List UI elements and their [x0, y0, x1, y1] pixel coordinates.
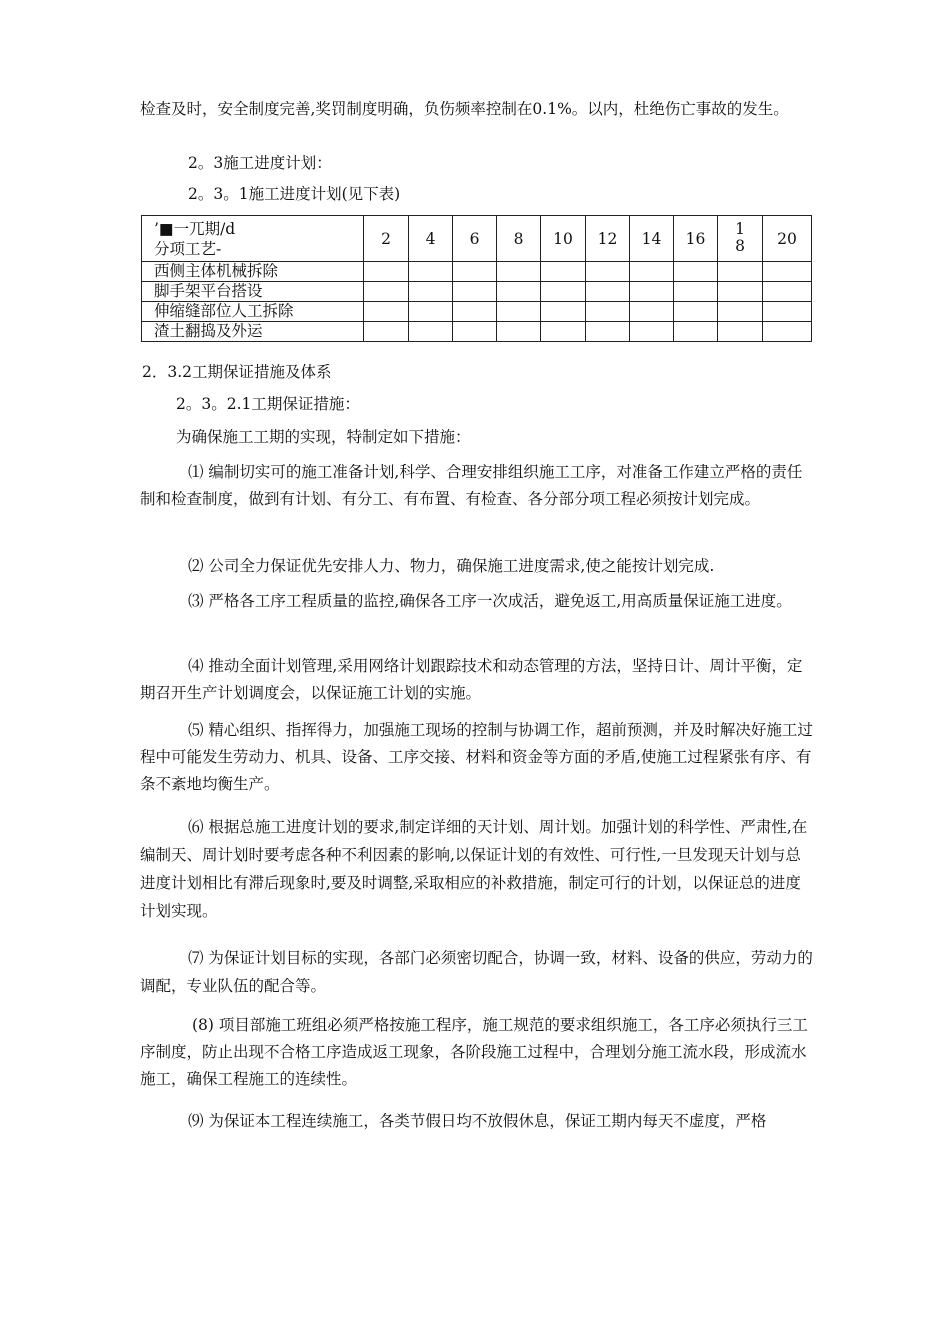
- measure-2: ⑵ 公司全力保证优先安排人力、物力，确保施工进度需求,使之能按计划完成.: [188, 557, 715, 575]
- day-header: 4: [409, 216, 453, 262]
- day-18-second: 8: [735, 237, 745, 255]
- row-label: 渣土翻捣及外运: [142, 322, 364, 342]
- measure-4: ⑷ 推动全面计划管理,采用网络计划跟踪技术和动态管理的方法，坚持日计、周计平衡，定期召开生产计划调度会，以保证施工计划的实施。: [140, 657, 803, 702]
- table-row: [142, 302, 812, 322]
- measure-3: ⑶ 严格各工序工程质量的监控,确保各工序一次成活，避免返工,用高质量保证施工进度。: [188, 592, 792, 610]
- paragraph-intro: 为确保施工工期的实现，特制定如下措施：: [176, 428, 471, 446]
- corner-label-period: ’■一兀期/d: [154, 219, 236, 238]
- day-18-first: 1: [735, 220, 745, 238]
- row-label: 西侧主体机械拆除: [142, 262, 364, 282]
- day-header: 20: [763, 216, 812, 262]
- day-header: [718, 216, 763, 262]
- heading-2-3: 2。3施工进度计划：: [188, 154, 332, 172]
- table-row: [142, 282, 812, 302]
- table-corner-cell: [142, 216, 364, 262]
- measure-1: ⑴ 编制切实可的施工准备计划,科学、合理安排组织施工工序，对准备工作建立严格的责任制和检查制度，做到有计划、有分工、有布置、有检查、各分部分项工程必须按计划完成。: [140, 463, 803, 508]
- schedule-table: [141, 215, 812, 342]
- table-row: [142, 262, 812, 282]
- day-header: 14: [630, 216, 674, 262]
- day-header: 12: [586, 216, 630, 262]
- day-header: 6: [453, 216, 497, 262]
- measure-7: ⑺ 为保证计划目标的实现，各部门必须密切配合，协调一致，材料、设备的供应，劳动力的调配，专业队伍的配合等。: [140, 949, 813, 995]
- row-label: 脚手架平台搭设: [142, 282, 364, 302]
- day-header: 16: [674, 216, 718, 262]
- day-header: 8: [497, 216, 541, 262]
- measure-9: ⑼ 为保证本工程连续施工，各类节假日均不放假休息，保证工期内每天不虚度，严格: [188, 1112, 767, 1130]
- heading-2-3-2-1: 2。3。2.1工期保证措施：: [176, 395, 360, 413]
- table-header-row: [142, 216, 812, 262]
- day-header: 2: [364, 216, 409, 262]
- day-header: 10: [541, 216, 586, 262]
- corner-label-item: 分项工艺-: [154, 239, 222, 258]
- measure-6: ⑹ 根据总施工进度计划的要求,制定详细的天计划、周计划。加强计划的科学性、严肃性,在编制天、周计划时要考虑各种不利因素的影响,以保证计划的有效性、可行性,一旦发现天计划与总进度计划相比有滞后现象时,要及时调整,采取相应的补救措施，制定可行的计划，以保证总的进度计划实现。: [140, 818, 808, 920]
- row-label: 伸缩缝部位人工拆除: [142, 302, 364, 322]
- measure-8: (8) 项目部施工班组必须严格按施工程序，施工规范的要求组织施工，各工序必须执行三工序制度，防止出现不合格工序造成返工现象，各阶段施工过程中，合理划分施工流水段，形成流水施工，确保工程施工的连续性。: [140, 1016, 808, 1088]
- table-row: [142, 322, 812, 342]
- measure-5: ⑸ 精心组织、指挥得力，加强施工现场的控制与协调工作，超前预测，并及时解决好施工过程中可能发生劳动力、机具、设备、工序交接、材料和资金等方面的矛盾,使施工过程紧张有序、有条不紊地均衡生产。: [140, 721, 813, 793]
- paragraph-safety: 检查及时，安全制度完善,奖罚制度明确，负伤频率控制在0.1%。以内，杜绝伤亡事故的发生。: [140, 100, 789, 118]
- heading-2-3-1: 2。3。1施工进度计划(见下表): [188, 185, 401, 203]
- heading-2-3-2: 2．3.2工期保证措施及体系: [142, 363, 332, 381]
